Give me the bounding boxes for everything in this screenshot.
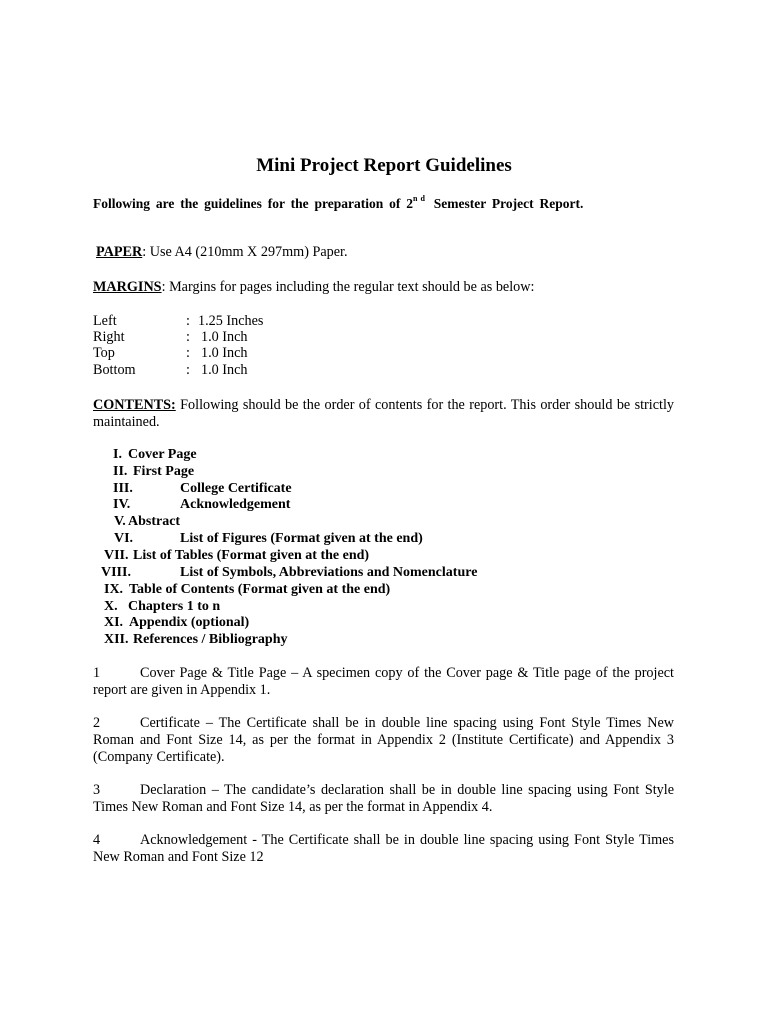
margins-text: : Margins for pages including the regular text should be as below: <box>161 279 535 295</box>
contents-item-number: I. <box>113 447 122 462</box>
contents-item-text: List of Tables (Format given at the end) <box>133 548 370 563</box>
paper-label: PAPER <box>96 244 143 260</box>
contents-item-number: II. <box>113 464 128 479</box>
contents-item-text: List of Symbols, Abbreviations and Nomenclature <box>180 565 478 580</box>
margin-colon: : <box>186 345 190 361</box>
margin-value: 1.0 Inch <box>201 329 248 345</box>
section-paragraph <box>93 782 674 816</box>
contents-item-number: VIII. <box>101 565 131 580</box>
contents-item-number: X. <box>104 599 118 614</box>
contents-item-number: V. <box>114 514 126 529</box>
contents-item-text: List of Figures (Format given at the end) <box>180 531 423 546</box>
contents-label: CONTENTS: <box>93 397 176 413</box>
subtitle <box>93 194 653 212</box>
section-number: 2 <box>93 715 101 731</box>
section-paragraph <box>93 715 674 766</box>
paper-text: : Use A4 (210mm X 297mm) Paper. <box>142 244 348 260</box>
contents-item-text: College Certificate <box>180 481 292 496</box>
margin-colon: : <box>186 313 190 329</box>
contents-text: Following should be the order of contents for the report. This order should be strictly maintained. <box>93 397 674 430</box>
contents-item-text: Cover Page <box>128 447 197 462</box>
contents-paragraph <box>93 397 674 431</box>
section-text: Declaration – The candidate’s declaration shall be in double line spacing using Font Style Times New Roman and Font Size 14, as per the format in Appendix 4. <box>93 782 674 815</box>
subtitle-post: Semester Project Report. <box>427 196 584 211</box>
section-number: 4 <box>93 832 101 848</box>
section-paragraph <box>93 832 674 866</box>
margin-label: Left <box>93 313 117 329</box>
contents-item-text: Acknowledgement <box>180 497 291 512</box>
section-text: Cover Page & Title Page – A specimen copy of the Cover page & Title page of the project report are given in Appendix 1. <box>93 665 674 698</box>
contents-item-text: First Page <box>133 464 195 479</box>
margin-value: 1.0 Inch <box>201 362 248 378</box>
contents-item-number: XI. <box>104 615 124 630</box>
paper-line <box>96 244 348 261</box>
margin-label: Bottom <box>93 362 136 378</box>
section-number: 1 <box>93 665 101 681</box>
contents-item-text: Appendix (optional) <box>129 615 250 630</box>
subtitle-pre: Following are the guidelines for the preparation of 2 <box>93 196 413 211</box>
subtitle-superscript: nd <box>413 194 428 203</box>
contents-item-text: Table of Contents (Format given at the end) <box>129 582 391 597</box>
margins-line <box>93 279 534 296</box>
contents-item-number: III. <box>113 481 133 496</box>
margin-label: Right <box>93 329 125 345</box>
section-paragraph <box>93 665 674 699</box>
contents-item-number: XII. <box>104 632 129 647</box>
contents-item-number: IV. <box>113 497 131 512</box>
margin-value: 1.25 Inches <box>198 313 264 329</box>
contents-item-number: VII. <box>104 548 129 563</box>
page-title: Mini Project Report Guidelines <box>256 155 512 176</box>
section-text: Acknowledgement - The Certificate shall be in double line spacing using Font Style Times New Roman and Font Size 12 <box>93 832 674 865</box>
contents-item-number: VI. <box>114 531 134 546</box>
contents-item-text: Chapters 1 to n <box>128 599 221 614</box>
contents-item-number: IX. <box>104 582 124 597</box>
margin-value: 1.0 Inch <box>201 345 248 361</box>
margin-colon: : <box>186 362 190 378</box>
section-number: 3 <box>93 782 101 798</box>
contents-item-text: Abstract <box>128 514 181 529</box>
margin-label: Top <box>93 345 115 361</box>
section-text: Certificate – The Certificate shall be in double line spacing using Font Style Times New Roman and Font Size 14, as per the format in Appendix 2 (Institute Certificate) and Appendix 3 (Company Certificate). <box>93 715 674 765</box>
margin-colon: : <box>186 329 190 345</box>
margins-label: MARGINS <box>93 279 162 295</box>
contents-item-text: References / Bibliography <box>133 632 288 647</box>
